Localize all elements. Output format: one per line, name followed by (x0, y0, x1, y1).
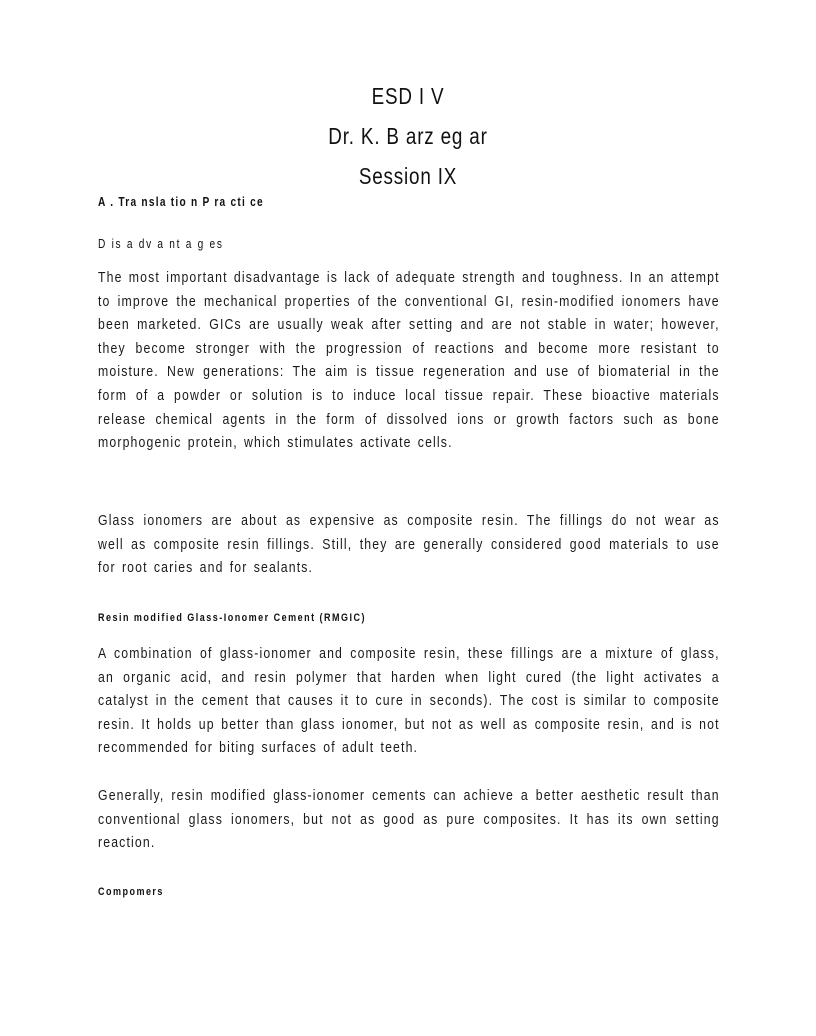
paragraph-rmgic-aesthetic: Generally, resin modified glass-ionomer cements can achieve a better aesthetic result than conventional glass ionomers, but not as good as pure composites. It has its own setting reaction. (98, 787, 720, 852)
paragraph-glass-ionomers: Glass ionomers are about as expensive as composite resin. The fillings do not wear as well as composite resin fillings. Still, they are generally considered good materials to use for root caries and for sealants. (98, 512, 720, 577)
author-name: Dr. K. B arz eg ar (328, 123, 488, 149)
sub-heading-disadvantages: D is a dv a nt a g es (98, 236, 224, 251)
course-title: ESD I V (371, 83, 445, 109)
session-title: Session IX (358, 163, 458, 189)
heading-rmgic: Resin modified Glass-Ionomer Cement (RMGIC) (98, 612, 366, 624)
heading-compomers: Compomers (98, 886, 164, 898)
document-header (0, 76, 816, 196)
section-heading-translation-practice: A . Tra nsla tio n P ra cti ce (98, 194, 264, 209)
paragraph-disadvantages: The most important disadvantage is lack of adequate strength and toughness. In an attempt to improve the mechanical properties of the conventional GI, resin-modified ionomers have been marketed. GICs are usually weak after setting and are not stable in water; however, they become stronger with the progression of reactions and become more resistant to moisture. New generations: The aim is tissue regeneration and use of biomaterial in the form of a powder or solution is to induce local tissue repair. These bioactive materials release chemical agents in the form of dissolved ions or growth factors such as bone morphogenic protein, which stimulates activate cells. (98, 269, 720, 452)
paragraph-rmgic: A combination of glass-ionomer and composite resin, these fillings are a mixture of glass, an organic acid, and resin polymer that harden when light cured (the light activates a catalyst in the cement that causes it to cure in seconds). The cost is similar to composite resin. It holds up better than glass ionomer, but not as well as composite resin, and is not recommended for biting surfaces of adult teeth. (98, 645, 720, 757)
